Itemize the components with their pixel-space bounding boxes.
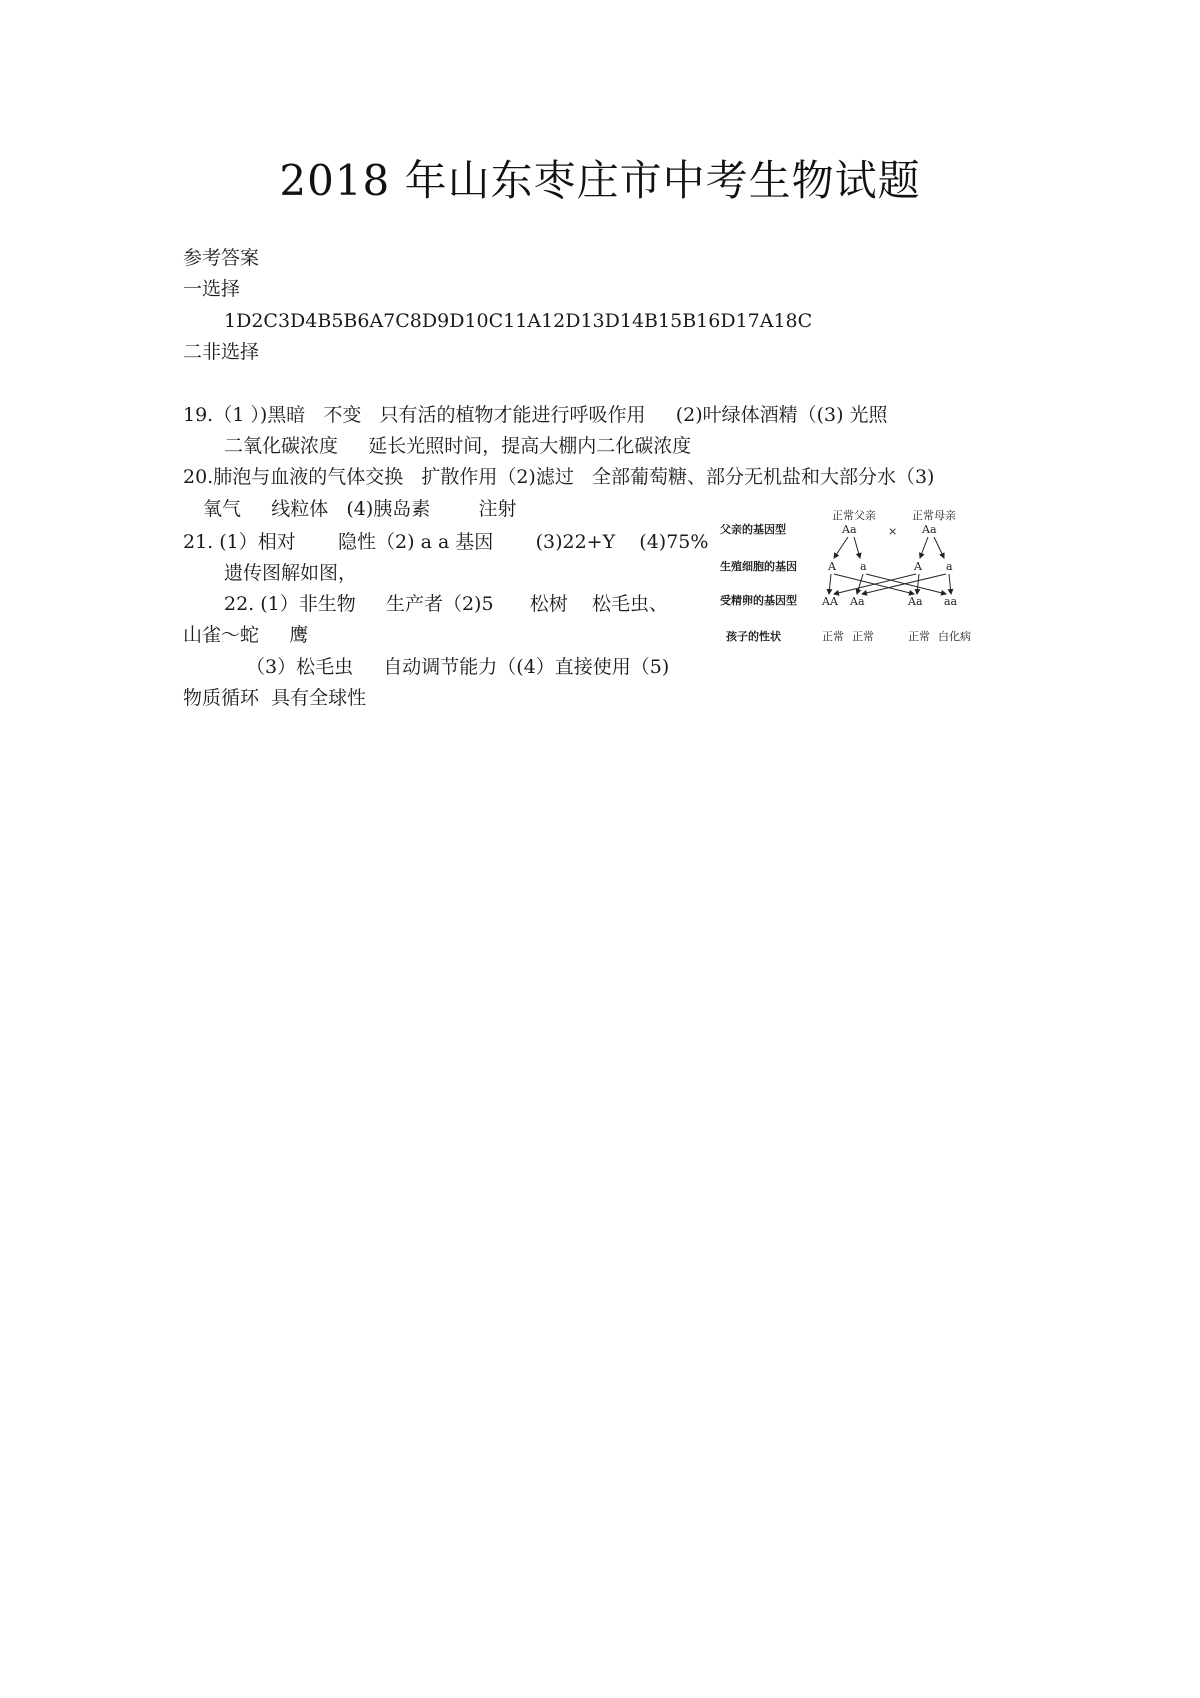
gamete-mother-A: A [914, 560, 922, 573]
cross-symbol: × [888, 525, 898, 538]
q22-line-2: 山雀～蛇 鹰 [183, 624, 309, 646]
offspring-Aa-2: Aa [908, 595, 923, 608]
section-choice-label: 一选择 [183, 278, 241, 300]
row-label-parent-genotype: 父亲的基因型 [720, 523, 786, 536]
q19-line-1: 19.（1 ）)黑暗 不变 只有活的植物才能进行呼吸作用 (2)叶绿体酒精（(3) 光照 [183, 404, 888, 426]
mother-genotype: Aa [922, 523, 937, 536]
q21-line-2: 遗传图解如图， [224, 562, 358, 584]
gamete-father-a: a [860, 560, 867, 573]
trait-normal-3: 正常 [908, 630, 930, 643]
offspring-Aa-1: Aa [850, 595, 865, 608]
q21-line-1: 21. (1）相对 隐性（2) a a 基因 (3)22+Y (4)75% [183, 531, 709, 553]
choice-answers: 1D2C3D4B5B6A7C8D9D10C11A12D13D14B15B16D17A18C [224, 310, 813, 332]
gamete-father-A: A [828, 560, 836, 573]
row-label-gamete-genotype: 生殖细胞的基因 [720, 560, 797, 573]
father-genotype: Aa [842, 523, 857, 536]
row-label-zygote-genotype: 受精卵的基因型 [720, 594, 797, 607]
trait-normal-1: 正常 [822, 630, 844, 643]
q22-line-1: 22. (1）非生物 生产者（2)5 松树 松毛虫、 [224, 593, 668, 615]
q20-line-2: 氧气 线粒体 (4)胰岛素 注射 [203, 498, 517, 520]
document-title: 2018 年山东枣庄市中考生物试题 [279, 156, 921, 205]
father-label: 正常父亲 [832, 509, 876, 522]
trait-normal-2: 正常 [852, 630, 874, 643]
offspring-aa: aa [944, 595, 958, 608]
row-label-child-trait: 孩子的性状 [726, 630, 781, 643]
mother-label: 正常母亲 [912, 509, 956, 522]
gamete-mother-a: a [946, 560, 953, 573]
q19-line-2: 二氧化碳浓度 延长光照时间，提高大棚内二化碳浓度 [224, 435, 692, 457]
answers-heading: 参考答案 [183, 247, 260, 269]
q20-line-1: 20.肺泡与血液的气体交换 扩散作用（2)滤过 全部葡萄糖、部分无机盐和大部分水（3) [183, 466, 935, 488]
offspring-AA: AA [822, 595, 838, 608]
q22-line-4: 物质循环 具有全球性 [183, 687, 367, 709]
section-nonchoice-label: 二非选择 [183, 341, 260, 363]
trait-albinism: 白化病 [938, 630, 971, 643]
inheritance-diagram [708, 498, 1008, 648]
q22-line-3: （3）松毛虫 自动调节能力（(4）直接使用（5) [246, 656, 670, 678]
